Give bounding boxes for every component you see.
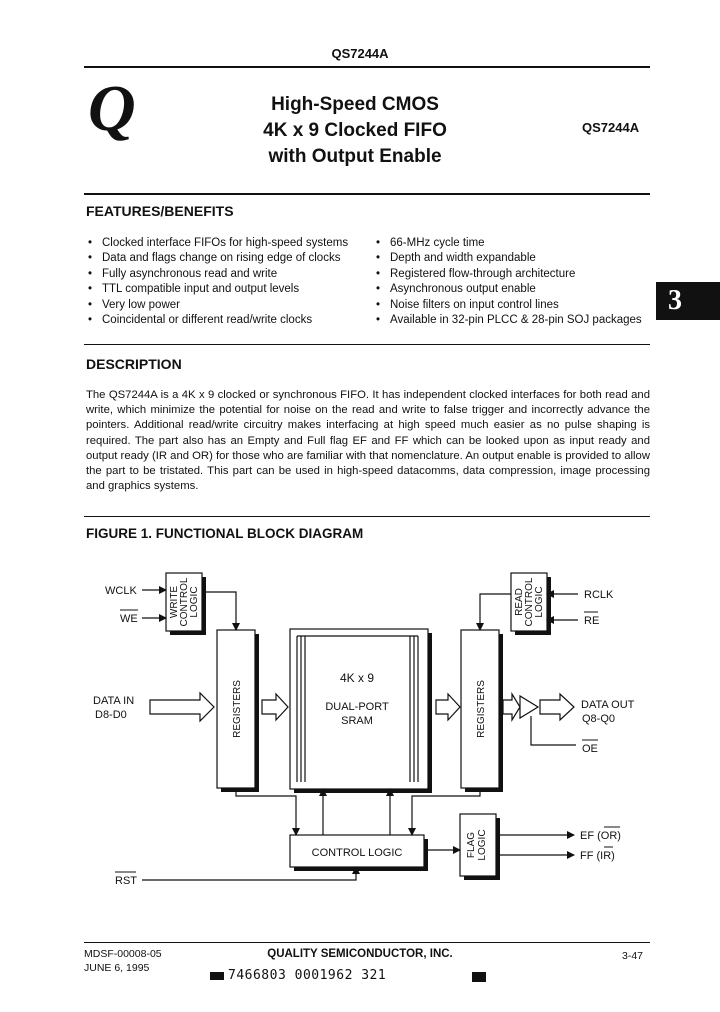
write-control-label-1: WRITE [169, 585, 180, 619]
title-rule [84, 193, 650, 195]
header-rule [84, 66, 650, 68]
re-label: RE [584, 615, 600, 627]
rst-label: RST [115, 875, 137, 887]
footer-rule [84, 942, 650, 943]
sram-size-label: 4K x 9 [339, 671, 375, 685]
control-logic-label: CONTROL LOGIC [311, 847, 403, 859]
read-control-label-3: LOGIC [534, 586, 545, 618]
read-control-label-1: READ [514, 588, 525, 616]
flag-logic-label-1: FLAG [466, 831, 477, 859]
feature-item: • Asynchronous output enable [376, 282, 642, 297]
description-heading: DESCRIPTION [86, 356, 182, 372]
write-control-label-2: CONTROL [179, 577, 190, 627]
feature-item: • Available in 32-pin PLCC & 28-pin SOJ packages [376, 313, 642, 328]
features-rule [84, 344, 650, 345]
output-buffer [520, 696, 538, 718]
feature-item: • Noise filters on input control lines [376, 298, 642, 313]
functional-block-diagram [0, 550, 720, 900]
rclk-label: RCLK [584, 589, 614, 601]
product-title-line-1: High-Speed CMOS [271, 94, 439, 115]
feature-item: • Clocked interface FIFOs for high-speed systems [88, 236, 348, 251]
product-title [200, 92, 510, 170]
header-part-number: QS7244A [331, 46, 389, 61]
page-number: 3-47 [622, 950, 644, 962]
wclk-label: WCLK [105, 585, 137, 597]
ef-label: EF (OR) [580, 830, 621, 842]
feature-item: • TTL compatible input and output levels [88, 282, 348, 297]
registers-out-label: REGISTERS [476, 680, 487, 738]
features-heading: FEATURES/BENEFITS [86, 203, 234, 219]
features-list-left [88, 236, 348, 328]
section-tab: 3 [656, 282, 720, 320]
reg-to-buffer-arrow [503, 694, 520, 720]
feature-item: • Fully asynchronous read and write [88, 267, 348, 282]
feature-item: • 66-MHz cycle time [376, 236, 642, 251]
feature-item: • Depth and width expandable [376, 251, 642, 266]
write-control-label-3: LOGIC [189, 586, 200, 618]
oe-line [531, 716, 576, 745]
sram-label-2: SRAM [341, 715, 373, 727]
header-part-number-right: QS7244A [582, 120, 640, 135]
product-title-line-2: 4K x 9 Clocked FIFO [263, 120, 447, 141]
wctrl-to-reg-line [202, 592, 236, 630]
description-rule [84, 516, 650, 517]
we-label: WE [120, 613, 138, 625]
doc-number: MDSF-00008-05 [84, 948, 162, 960]
barcode-mark-right [472, 972, 486, 982]
rctrl-to-reg-line [480, 594, 511, 630]
data-out-arrow [540, 694, 574, 720]
description-text: The QS7244A is a 4K x 9 clocked or synchronous FIFO. It has independent clocked interfaces for both read and write, which minimize the potential for noise on the read and write to false trigger and incorrectly advance the pointers. Additional read/write circuitry makes interfacing at high speed much easier as no pulse shaping is required. The part also has an Empty and Full flag EF and FF which can be looked upon as input ready and output ready (IR and OR) for those who are familiar with that nomenclature. An output enable is provided to allow the part to be tristated. This part can be used in high-speed datacomms, data compression, image processing and graphics systems. [86, 389, 650, 493]
feature-item: • Coincidental or different read/write clocks [88, 313, 348, 328]
company-name: QUALITY SEMICONDUCTOR, INC. [267, 948, 453, 960]
sram-label-1: DUAL-PORT [325, 701, 389, 713]
registers-in-label: REGISTERS [232, 680, 243, 738]
data-in-arrow [150, 693, 214, 721]
flag-logic-label-2: LOGIC [477, 829, 488, 861]
reg-to-sram-arrow [262, 694, 288, 720]
feature-item: • Data and flags change on rising edge of clocks [88, 251, 348, 266]
features-list-right [376, 236, 642, 328]
ff-label: FF (IR) [580, 850, 615, 862]
company-logo: Q [88, 72, 136, 145]
feature-item: • Very low power [88, 298, 348, 313]
reg-in-to-ctrl-line [236, 788, 296, 835]
product-title-line-3: with Output Enable [268, 146, 442, 167]
q-bus-label: Q8-Q0 [582, 713, 616, 725]
data-out-label: DATA OUT [581, 699, 635, 711]
feature-item: • Registered flow-through architecture [376, 267, 642, 282]
data-in-label: DATA IN [93, 695, 135, 707]
oe-label: OE [582, 743, 598, 755]
barcode-text: 7466803 0001962 321 [228, 968, 387, 983]
d-bus-label: D8-D0 [95, 709, 127, 721]
doc-date: JUNE 6, 1995 [84, 962, 150, 974]
figure-heading: FIGURE 1. FUNCTIONAL BLOCK DIAGRAM [86, 526, 364, 541]
read-control-label-2: CONTROL [524, 577, 535, 627]
barcode-mark-left [210, 972, 224, 980]
sram-to-reg-arrow [436, 694, 460, 720]
